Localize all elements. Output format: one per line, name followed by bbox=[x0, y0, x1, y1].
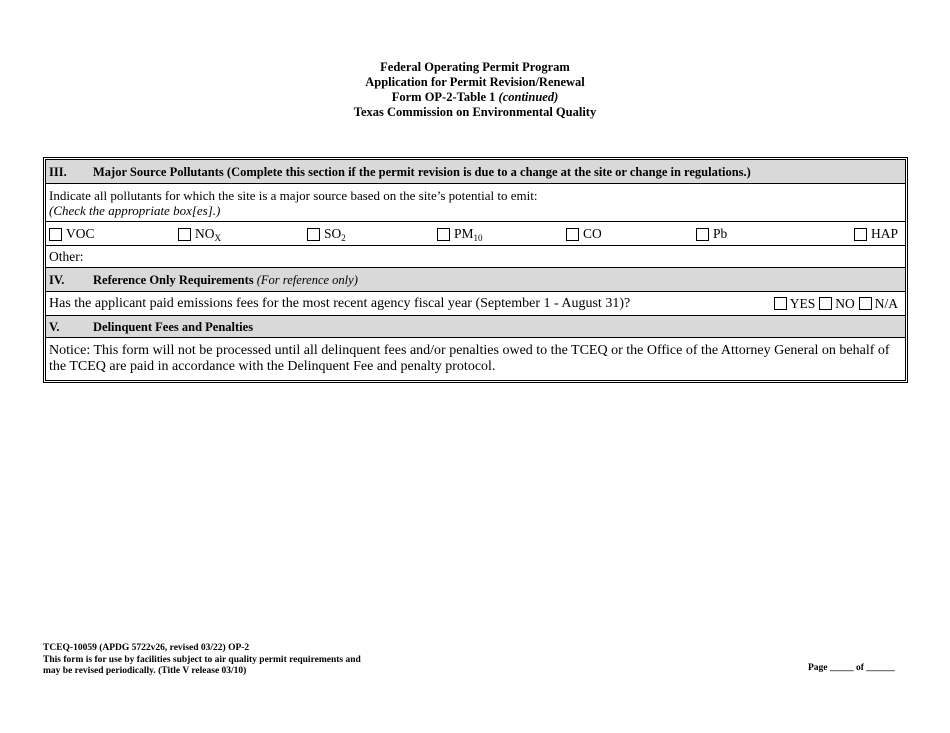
form-table bbox=[43, 157, 908, 383]
nox-checkbox[interactable] bbox=[178, 228, 191, 241]
section-5-number: V. bbox=[49, 319, 60, 334]
pollutant-voc[interactable] bbox=[49, 226, 95, 242]
pb-label: Pb bbox=[713, 226, 728, 241]
pollutant-pb[interactable] bbox=[696, 226, 727, 242]
emissions-fees-row bbox=[46, 292, 905, 316]
footer-note-2: may be revised periodically. (Title V release 03/10) bbox=[43, 666, 247, 676]
fees-na-checkbox[interactable] bbox=[859, 297, 872, 310]
co-checkbox[interactable] bbox=[566, 228, 579, 241]
emissions-fees-options bbox=[774, 296, 902, 312]
other-pollutant-row[interactable] bbox=[46, 246, 905, 268]
nox-label: $NO_X$ bbox=[195, 226, 221, 243]
footer-form-id: TCEQ-10059 (APDG 5722v26, revised 03/22) OP-2 bbox=[43, 643, 250, 653]
section-3-header bbox=[46, 160, 905, 184]
fees-no-label: NO bbox=[835, 295, 855, 311]
section-5-header bbox=[46, 316, 905, 338]
other-label: Other: bbox=[49, 248, 84, 264]
pollutant-checkbox-row bbox=[46, 222, 905, 246]
fees-yes-label: YES bbox=[789, 295, 816, 311]
form-header bbox=[0, 60, 950, 120]
section-4-title-note: (For reference only) bbox=[256, 272, 358, 287]
section-3-instructions bbox=[46, 184, 905, 222]
header-application: Application for Permit Revision/Renewal bbox=[365, 75, 585, 89]
section-4-title: Reference Only Requirements bbox=[93, 272, 254, 287]
section-3-title: Major Source Pollutants (Complete this section if the permit revision is due to a change at the site or change in regulations.) bbox=[93, 164, 751, 179]
voc-checkbox[interactable] bbox=[49, 228, 62, 241]
section-5-title: Delinquent Fees and Penalties bbox=[93, 319, 254, 334]
delinquent-notice-row bbox=[46, 338, 905, 380]
pollutant-nox[interactable] bbox=[178, 226, 221, 243]
section-3-number: III. bbox=[49, 164, 67, 179]
so2-checkbox[interactable] bbox=[307, 228, 320, 241]
pm10-checkbox[interactable] bbox=[437, 228, 450, 241]
section-3-hint: (Check the appropriate box[es].) bbox=[49, 202, 221, 218]
section-3-instruction-text: Indicate all pollutants for which the site is a major source based on the site’s potential to emit: bbox=[49, 187, 538, 203]
co-label: CO bbox=[583, 226, 602, 241]
delinquent-notice-text: Notice: This form will not be processed until all delinquent fees and/or penalties owed to the TCEQ or the Office of the Attorney General on behalf of the TCEQ are paid in accordance with the Delinquent Fee and penalty protocol. bbox=[49, 343, 890, 374]
pm10-label: $PM_{10}$ bbox=[454, 226, 483, 243]
footer-page-number: Page _____ of ______ bbox=[808, 663, 895, 673]
section-4-header bbox=[46, 268, 905, 292]
footer-note-1: This form is for use by facilities subject to air quality permit requirements and bbox=[43, 654, 361, 665]
header-form-id bbox=[0, 90, 950, 105]
pollutant-co[interactable] bbox=[566, 226, 602, 242]
hap-label: HAP bbox=[871, 226, 899, 241]
emissions-fees-question: Has the applicant paid emissions fees for the most recent agency fiscal year (September 1 - August 31)? bbox=[49, 295, 631, 311]
fees-na-label: N/A bbox=[874, 295, 898, 311]
pollutant-hap[interactable] bbox=[854, 226, 898, 242]
header-agency: Texas Commission on Environmental Quality bbox=[353, 105, 597, 119]
pollutant-so2[interactable] bbox=[307, 226, 346, 243]
header-form-number: Form OP-2-Table 1 bbox=[391, 90, 496, 104]
header-continued: (continued) bbox=[498, 90, 559, 104]
pb-checkbox[interactable] bbox=[696, 228, 709, 241]
footer-form-info bbox=[43, 643, 361, 678]
so2-label: $SO_2$ bbox=[324, 226, 346, 243]
fees-yes-checkbox[interactable] bbox=[774, 297, 787, 310]
pollutant-pm10[interactable] bbox=[437, 226, 483, 243]
fees-no-checkbox[interactable] bbox=[819, 297, 832, 310]
section-4-title-wrap bbox=[93, 272, 902, 288]
hap-checkbox[interactable] bbox=[854, 228, 867, 241]
section-4-number: IV. bbox=[49, 272, 65, 287]
header-program: Federal Operating Permit Program bbox=[380, 60, 570, 74]
voc-label: VOC bbox=[66, 226, 95, 241]
